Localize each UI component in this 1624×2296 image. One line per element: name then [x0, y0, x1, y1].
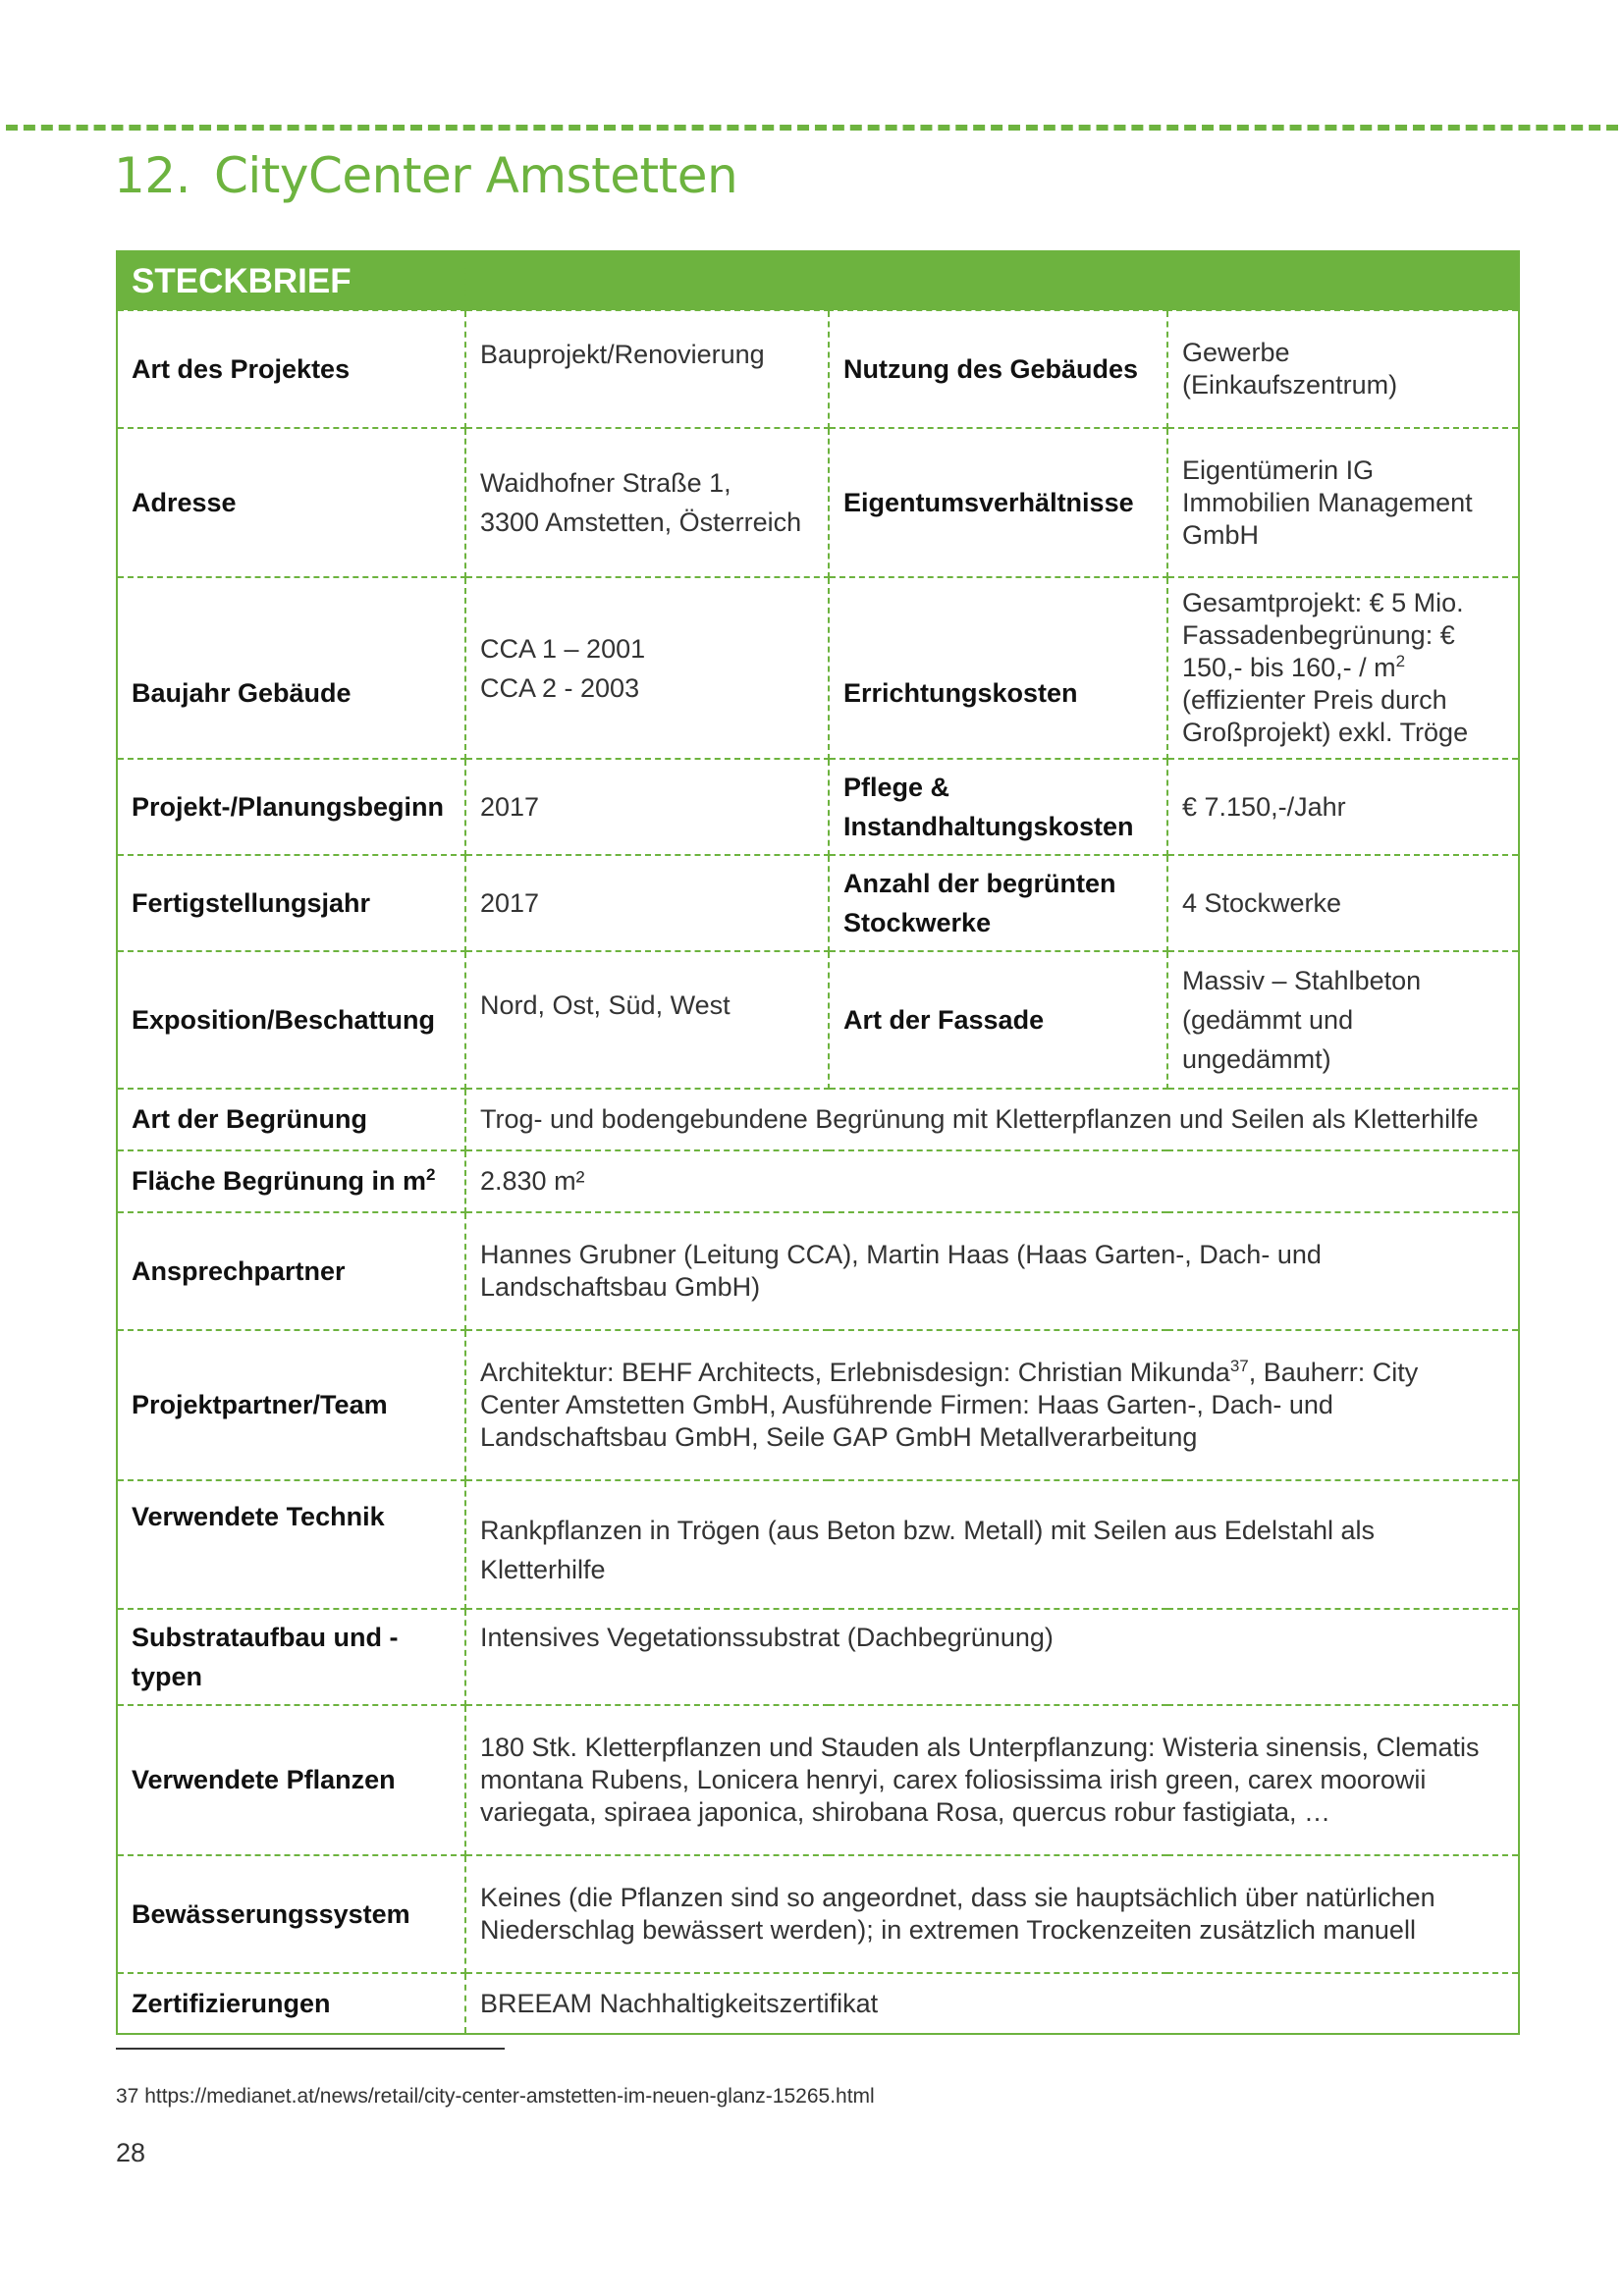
row-label: Substrataufbau und - typen — [117, 1609, 465, 1705]
row-value: Massiv – Stahlbeton (gedämmt und ungedämmt) — [1167, 951, 1519, 1089]
row-value: Gewerbe (Einkaufszentrum) — [1167, 310, 1519, 428]
row-label: Art des Projektes — [117, 310, 465, 428]
row-label: Zertifizierungen — [117, 1973, 465, 2034]
row-value: Intensives Vegetationssubstrat (Dachbegrünung) — [465, 1609, 1519, 1705]
area-label: Fläche Begrünung in m — [132, 1166, 427, 1196]
footnote-ref: 37 — [1229, 1357, 1249, 1375]
steckbrief-table — [116, 250, 1520, 2035]
table-row — [117, 855, 1519, 951]
table-row — [117, 1609, 1519, 1705]
row-value: 4 Stockwerke — [1167, 855, 1519, 951]
row-value: Bauprojekt/Renovierung — [465, 310, 829, 428]
row-label: Verwendete Technik — [117, 1480, 465, 1609]
row-label: Baujahr Gebäude — [117, 577, 465, 759]
table-header-row — [117, 251, 1519, 310]
table-row — [117, 1705, 1519, 1855]
superscript: 2 — [426, 1165, 436, 1184]
row-label: Fertigstellungsjahr — [117, 855, 465, 951]
top-dashed-rule — [6, 125, 1618, 131]
row-value: 180 Stk. Kletterpflanzen und Stauden als Unterpflanzung: Wisteria sinensis, Clematis montana Rubens, Lonicera henryi, carex foliosissima irish green, carex moorowii variegata, spiraea japonica, shirobana Rosa, quercus robur fastigiata, … — [465, 1705, 1519, 1855]
row-label: Pflege & Instandhaltungskosten — [829, 759, 1167, 855]
address-line-2: 3300 Amstetten, Österreich — [480, 507, 802, 537]
row-value: € 7.150,-/Jahr — [1167, 759, 1519, 855]
row-value: Trog- und bodengebundene Begrünung mit Kletterpflanzen und Seilen als Kletterhilfe — [465, 1089, 1519, 1150]
table-header-title: STECKBRIEF — [117, 251, 465, 310]
table-row — [117, 1855, 1519, 1973]
table-row — [117, 1330, 1519, 1480]
row-label: Eigentumsverhältnisse — [829, 428, 1167, 577]
row-value: 2017 — [465, 759, 829, 855]
page-number: 28 — [116, 2138, 146, 2167]
row-value — [465, 428, 829, 577]
team-text-cont: , Bauherr: City Center Amstetten GmbH, Ausführende Firmen: Haas Garten-, Dach- und Landschaftsbau GmbH, Seile GAP GmbH Metallverarbeitung — [480, 1358, 1419, 1452]
row-label: Anzahl der begrünten Stockwerke — [829, 855, 1167, 951]
table-row — [117, 1212, 1519, 1330]
section-number: 12. — [114, 147, 191, 204]
footnote: 37 https://medianet.at/news/retail/city-center-amstetten-im-neuen-glanz-15265.html — [116, 2085, 875, 2108]
team-text: Architektur: BEHF Architects, Erlebnisdesign: Christian Mikunda — [480, 1358, 1230, 1387]
row-value: Keines (die Pflanzen sind so angeordnet, dass sie hauptsächlich über natürlichen Niederschlag bewässert werden); in extremen Trockenzeiten zusätzlich manuell — [465, 1855, 1519, 1973]
build-year-1: CCA 1 – 2001 — [480, 633, 646, 664]
table-row — [117, 951, 1519, 1089]
row-value: Eigentümerin IG Immobilien Management GmbH — [1167, 428, 1519, 577]
row-value — [1167, 577, 1519, 759]
footnote-rule — [116, 2048, 505, 2050]
row-label: Projekt-/Planungsbeginn — [117, 759, 465, 855]
row-value: 2.830 m² — [465, 1150, 1519, 1212]
row-label: Exposition/Beschattung — [117, 951, 465, 1089]
row-value: Rankpflanzen in Trögen (aus Beton bzw. Metall) mit Seilen aus Edelstahl als Kletterhilfe — [465, 1480, 1519, 1609]
row-label: Ansprechpartner — [117, 1212, 465, 1330]
row-label: Errichtungskosten — [829, 577, 1167, 759]
table-row — [117, 310, 1519, 428]
table-row — [117, 1150, 1519, 1212]
row-value: 2017 — [465, 855, 829, 951]
row-label: Art der Begrünung — [117, 1089, 465, 1150]
row-label: Nutzung des Gebäudes — [829, 310, 1167, 428]
superscript: 2 — [1395, 652, 1406, 670]
address-line-1: Waidhofner Straße 1, — [480, 468, 731, 498]
table-row — [117, 1480, 1519, 1609]
row-label: Verwendete Pflanzen — [117, 1705, 465, 1855]
section-heading — [114, 147, 737, 204]
table-row — [117, 1973, 1519, 2034]
cost-text-note: (effizienter Preis durch Großprojekt) exkl. Tröge — [1182, 685, 1469, 747]
row-label: Projektpartner/Team — [117, 1330, 465, 1480]
build-year-2: CCA 2 - 2003 — [480, 672, 640, 703]
cost-text: Gesamtprojekt: € 5 Mio. Fassadenbegrünung: € 150,- bis 160,- / m — [1182, 588, 1464, 682]
row-label — [117, 1150, 465, 1212]
row-label: Bewässerungssystem — [117, 1855, 465, 1973]
row-value — [465, 577, 829, 759]
table-row — [117, 428, 1519, 577]
row-value: Hannes Grubner (Leitung CCA), Martin Haas (Haas Garten-, Dach- und Landschaftsbau GmbH) — [465, 1212, 1519, 1330]
row-value: BREEAM Nachhaltigkeitszertifikat — [465, 1973, 1519, 2034]
row-value: Nord, Ost, Süd, West — [465, 951, 829, 1089]
row-label: Adresse — [117, 428, 465, 577]
section-title: CityCenter Amstetten — [214, 147, 738, 204]
table-row — [117, 577, 1519, 759]
row-value — [465, 1330, 1519, 1480]
table-row — [117, 759, 1519, 855]
table-row — [117, 1089, 1519, 1150]
row-label: Art der Fassade — [829, 951, 1167, 1089]
